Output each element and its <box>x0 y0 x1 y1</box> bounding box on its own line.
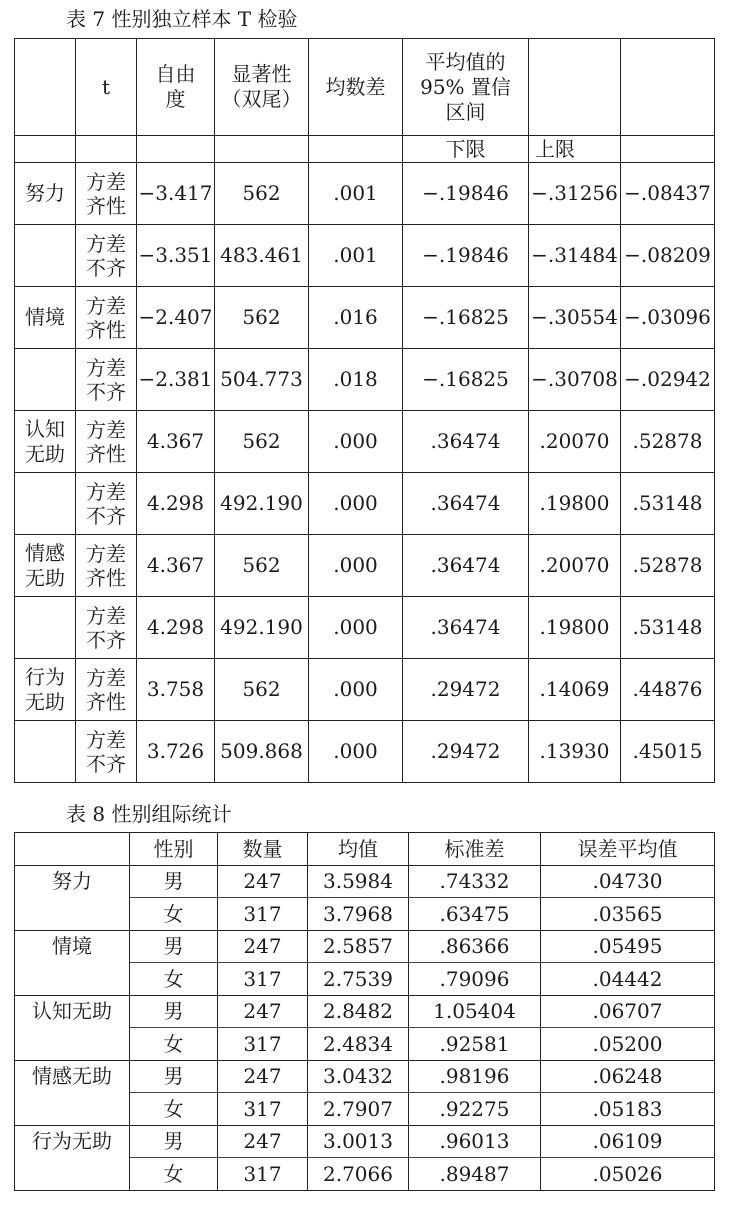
header-cell-confidence-interval: 平均值的 95% 置信 区间 <box>403 39 529 136</box>
row-variance-label: 方差 不齐 <box>76 597 137 659</box>
header-cell-sd: 标准差 <box>409 833 541 866</box>
table-row <box>15 597 715 659</box>
header-cell-count: 数量 <box>218 833 308 866</box>
cell-t: −3.417 <box>137 163 215 225</box>
cell-df: 562 <box>215 411 309 473</box>
cell-sd: .74332 <box>409 865 541 898</box>
row-variance-label: 方差 不齐 <box>76 473 137 535</box>
cell-se: .05183 <box>541 1093 715 1126</box>
cell-sig: .001 <box>309 163 403 225</box>
cell-gender: 男 <box>130 995 218 1028</box>
table-row <box>15 963 715 996</box>
table-header-row <box>15 833 715 866</box>
row-group-label <box>15 473 76 535</box>
cell-sd: .63475 <box>409 898 541 931</box>
cell-mean: 3.0013 <box>308 1125 409 1158</box>
table-row <box>15 865 715 898</box>
cell-mean-diff: −.19846 <box>403 225 529 287</box>
cell-sig: .000 <box>309 659 403 721</box>
cell-n: 247 <box>218 995 308 1028</box>
cell-upper: −.08437 <box>621 163 715 225</box>
cell-lower: −.30708 <box>529 349 621 411</box>
cell-df: 492.190 <box>215 473 309 535</box>
row-variance-label: 方差 齐性 <box>76 287 137 349</box>
row-group-label: 行为 无助 <box>15 659 76 721</box>
cell-t: 3.758 <box>137 659 215 721</box>
subheader-upper: 上限 <box>529 136 621 163</box>
cell-df: 504.773 <box>215 349 309 411</box>
cell-mean: 2.5857 <box>308 930 409 963</box>
table-row <box>15 1158 715 1191</box>
cell-n: 317 <box>218 1028 308 1061</box>
row-group-label: 认知 无助 <box>15 411 76 473</box>
header-cell-empty <box>15 39 76 136</box>
cell-se: .04730 <box>541 865 715 898</box>
table-row <box>15 535 715 597</box>
table-row <box>15 995 715 1028</box>
cell-n: 317 <box>218 898 308 931</box>
header-cell-empty <box>15 833 130 866</box>
cell-n: 317 <box>218 1093 308 1126</box>
row-group-label: 情境 <box>15 287 76 349</box>
cell-t: 3.726 <box>137 721 215 783</box>
cell-mean-diff: .29472 <box>403 659 529 721</box>
subheader-lower: 下限 <box>403 136 529 163</box>
cell-se: .05200 <box>541 1028 715 1061</box>
cell-gender: 女 <box>130 1028 218 1061</box>
cell-se: .03565 <box>541 898 715 931</box>
cell-gender: 男 <box>130 1125 218 1158</box>
cell-mean: 2.4834 <box>308 1028 409 1061</box>
cell-sd: .79096 <box>409 963 541 996</box>
cell-lower: .13930 <box>529 721 621 783</box>
cell-gender: 女 <box>130 1158 218 1191</box>
cell-df: 562 <box>215 659 309 721</box>
table-row <box>15 898 715 931</box>
cell-sd: 1.05404 <box>409 995 541 1028</box>
cell-df: 562 <box>215 163 309 225</box>
cell-sd: .89487 <box>409 1158 541 1191</box>
row-variance-label: 方差 齐性 <box>76 659 137 721</box>
cell-t: −2.381 <box>137 349 215 411</box>
table-row <box>15 930 715 963</box>
cell-mean-diff: .36474 <box>403 411 529 473</box>
table-row <box>15 1093 715 1126</box>
cell-gender: 女 <box>130 898 218 931</box>
cell-mean-diff: .36474 <box>403 535 529 597</box>
cell-factor <box>15 963 130 996</box>
cell-lower: −.31256 <box>529 163 621 225</box>
header-cell-mean: 均值 <box>308 833 409 866</box>
row-variance-label: 方差 齐性 <box>76 411 137 473</box>
cell-gender: 男 <box>130 865 218 898</box>
cell-upper: .52878 <box>621 411 715 473</box>
row-group-label <box>15 225 76 287</box>
cell-sig: .016 <box>309 287 403 349</box>
row-variance-label: 方差 不齐 <box>76 721 137 783</box>
cell-lower: .20070 <box>529 535 621 597</box>
header-cell-se: 误差平均值 <box>541 833 715 866</box>
cell-t: 4.298 <box>137 597 215 659</box>
cell-se: .05495 <box>541 930 715 963</box>
cell-n: 247 <box>218 1125 308 1158</box>
cell-sig: .000 <box>309 535 403 597</box>
row-group-label: 情感 无助 <box>15 535 76 597</box>
table-row <box>15 1125 715 1158</box>
cell-df: 562 <box>215 287 309 349</box>
t-test-body <box>15 163 715 783</box>
cell-factor <box>15 1158 130 1191</box>
cell-factor: 情感无助 <box>15 1060 130 1093</box>
cell-lower: −.31484 <box>529 225 621 287</box>
group-statistics-body <box>15 865 715 1190</box>
cell-mean-diff: −.16825 <box>403 287 529 349</box>
cell-t: −3.351 <box>137 225 215 287</box>
cell-upper: .52878 <box>621 535 715 597</box>
cell-factor: 行为无助 <box>15 1125 130 1158</box>
row-variance-label: 方差 不齐 <box>76 349 137 411</box>
cell-t: 4.367 <box>137 535 215 597</box>
cell-gender: 男 <box>130 1060 218 1093</box>
header-cell-df: 自由 度 <box>137 39 215 136</box>
cell-mean-diff: .29472 <box>403 721 529 783</box>
cell-lower: .14069 <box>529 659 621 721</box>
cell-sig: .000 <box>309 411 403 473</box>
table-row <box>15 225 715 287</box>
cell-factor: 认知无助 <box>15 995 130 1028</box>
cell-sig: .000 <box>309 721 403 783</box>
cell-lower: .19800 <box>529 597 621 659</box>
table-8-caption: 表 8 性别组际统计 <box>66 802 232 826</box>
cell-upper: .53148 <box>621 597 715 659</box>
cell-sd: .92275 <box>409 1093 541 1126</box>
cell-sig: .001 <box>309 225 403 287</box>
cell-sd: .98196 <box>409 1060 541 1093</box>
cell-df: 492.190 <box>215 597 309 659</box>
cell-n: 317 <box>218 963 308 996</box>
header-cell-t: t <box>76 39 137 136</box>
cell-t: 4.367 <box>137 411 215 473</box>
table-row <box>15 659 715 721</box>
cell-df: 509.868 <box>215 721 309 783</box>
cell-n: 317 <box>218 1158 308 1191</box>
cell-mean: 2.7539 <box>308 963 409 996</box>
cell-mean: 2.8482 <box>308 995 409 1028</box>
cell-df: 483.461 <box>215 225 309 287</box>
table-7-caption: 表 7 性别独立样本 T 检验 <box>66 7 298 31</box>
header-cell-gender: 性别 <box>130 833 218 866</box>
cell-n: 247 <box>218 1060 308 1093</box>
table-subheader-row <box>15 136 715 163</box>
cell-upper: .53148 <box>621 473 715 535</box>
table-row <box>15 1028 715 1061</box>
header-cell-empty <box>621 39 715 136</box>
table-row <box>15 473 715 535</box>
row-group-label <box>15 597 76 659</box>
cell-factor: 努力 <box>15 865 130 898</box>
cell-gender: 男 <box>130 930 218 963</box>
table-header-row <box>15 39 715 136</box>
row-group-label <box>15 349 76 411</box>
cell-mean: 3.0432 <box>308 1060 409 1093</box>
cell-df: 562 <box>215 535 309 597</box>
table-row <box>15 411 715 473</box>
cell-sd: .96013 <box>409 1125 541 1158</box>
cell-lower: −.30554 <box>529 287 621 349</box>
cell-upper: −.03096 <box>621 287 715 349</box>
table-row <box>15 163 715 225</box>
row-variance-label: 方差 齐性 <box>76 163 137 225</box>
cell-factor <box>15 1028 130 1061</box>
cell-upper: −.08209 <box>621 225 715 287</box>
cell-t: −2.407 <box>137 287 215 349</box>
cell-se: .06248 <box>541 1060 715 1093</box>
row-variance-label: 方差 齐性 <box>76 535 137 597</box>
cell-mean: 3.7968 <box>308 898 409 931</box>
cell-t: 4.298 <box>137 473 215 535</box>
t-test-table <box>14 38 715 783</box>
cell-sd: .92581 <box>409 1028 541 1061</box>
row-variance-label: 方差 不齐 <box>76 225 137 287</box>
header-cell-significance: 显著性 （双尾） <box>215 39 309 136</box>
cell-mean: 2.7066 <box>308 1158 409 1191</box>
cell-mean-diff: .36474 <box>403 597 529 659</box>
cell-mean: 3.5984 <box>308 865 409 898</box>
cell-mean-diff: −.19846 <box>403 163 529 225</box>
table-row <box>15 287 715 349</box>
cell-factor <box>15 898 130 931</box>
header-cell-mean-diff: 均数差 <box>309 39 403 136</box>
table-row <box>15 349 715 411</box>
table-row <box>15 721 715 783</box>
cell-gender: 女 <box>130 1093 218 1126</box>
cell-sd: .86366 <box>409 930 541 963</box>
cell-mean-diff: −.16825 <box>403 349 529 411</box>
cell-se: .04442 <box>541 963 715 996</box>
cell-sig: .018 <box>309 349 403 411</box>
cell-upper: .45015 <box>621 721 715 783</box>
table-row <box>15 1060 715 1093</box>
cell-n: 247 <box>218 930 308 963</box>
row-group-label: 努力 <box>15 163 76 225</box>
cell-gender: 女 <box>130 963 218 996</box>
cell-mean: 2.7907 <box>308 1093 409 1126</box>
cell-upper: −.02942 <box>621 349 715 411</box>
cell-se: .06109 <box>541 1125 715 1158</box>
cell-se: .06707 <box>541 995 715 1028</box>
header-cell-empty <box>529 39 621 136</box>
cell-mean-diff: .36474 <box>403 473 529 535</box>
cell-sig: .000 <box>309 473 403 535</box>
row-group-label <box>15 721 76 783</box>
cell-factor: 情境 <box>15 930 130 963</box>
cell-sig: .000 <box>309 597 403 659</box>
cell-lower: .20070 <box>529 411 621 473</box>
cell-factor <box>15 1093 130 1126</box>
cell-upper: .44876 <box>621 659 715 721</box>
cell-n: 247 <box>218 865 308 898</box>
cell-se: .05026 <box>541 1158 715 1191</box>
cell-lower: .19800 <box>529 473 621 535</box>
group-statistics-table <box>14 832 715 1191</box>
